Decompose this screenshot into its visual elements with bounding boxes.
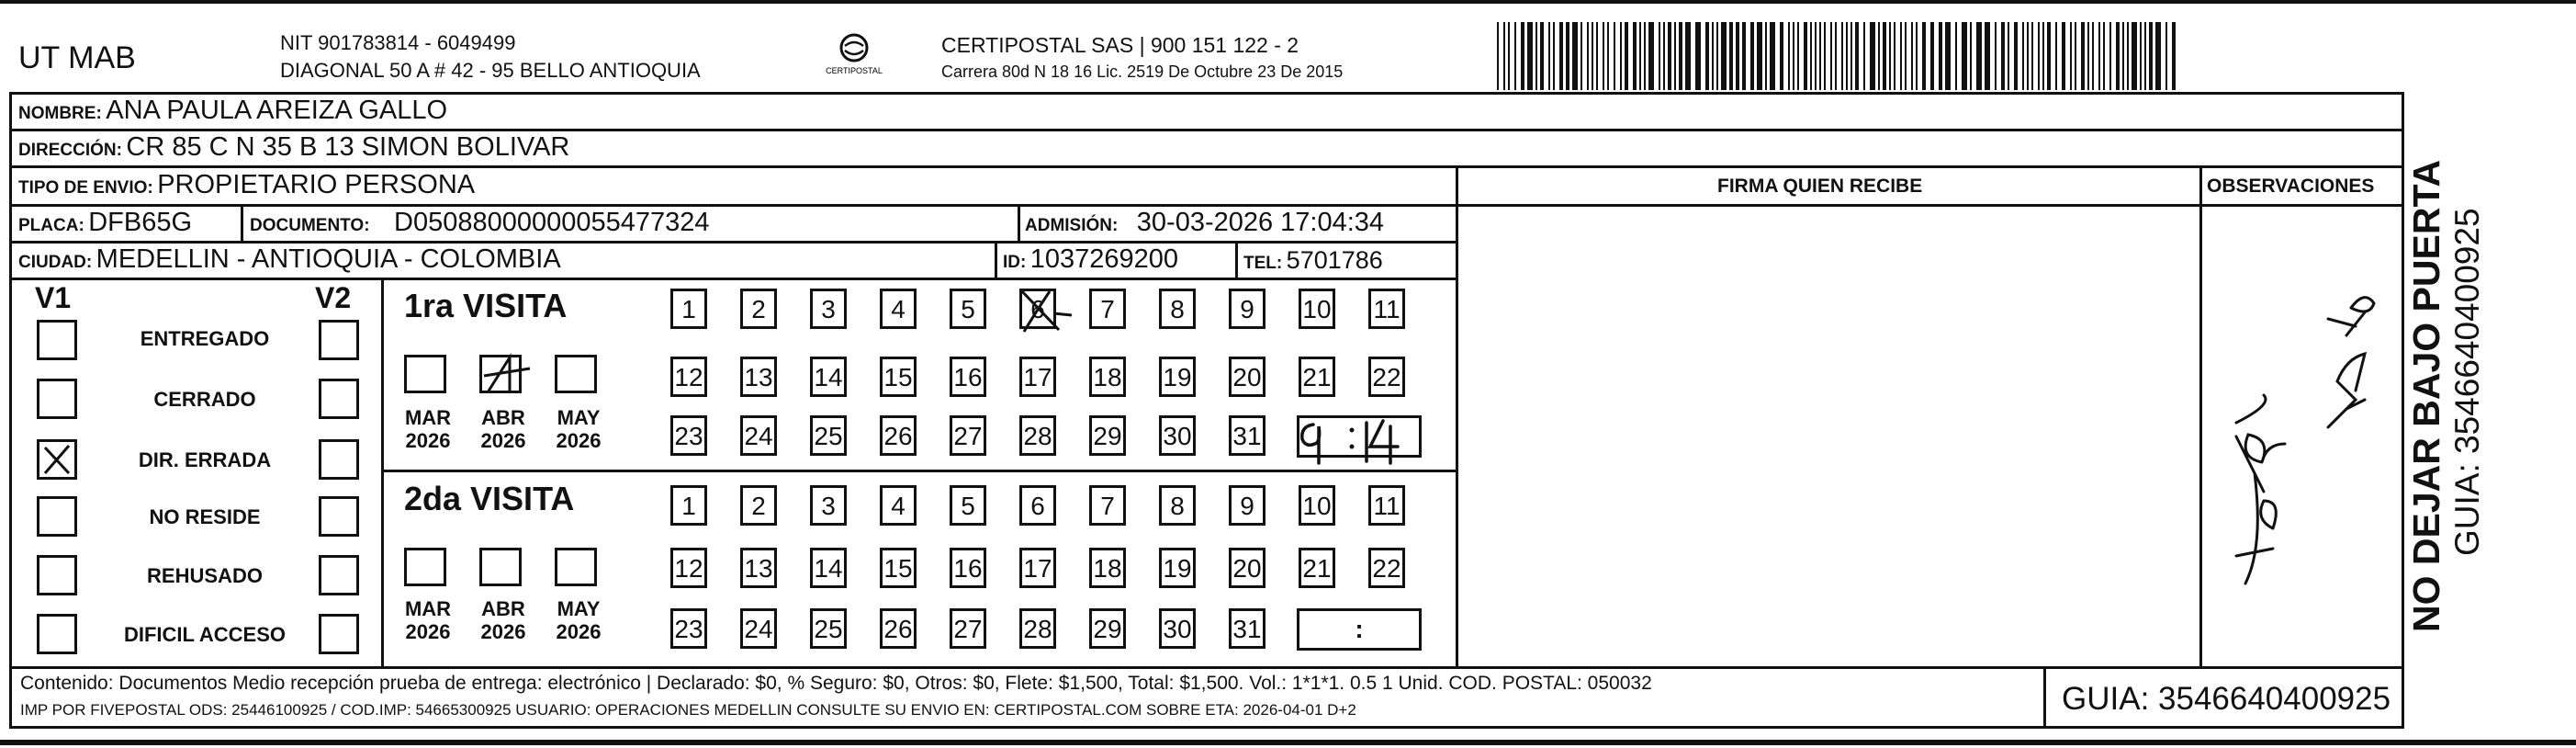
day-checkbox[interactable] (810, 289, 847, 329)
day-number: 14 (814, 363, 843, 391)
admision-row (1025, 210, 1384, 236)
day-checkbox[interactable] (1019, 485, 1056, 526)
month-year: 2026 (480, 429, 526, 452)
documento-label: DOCUMENTO: (250, 216, 370, 235)
day-number: 1 (681, 492, 696, 520)
day-checkbox[interactable] (1089, 357, 1126, 397)
nombre-row (18, 97, 447, 124)
day-number: 15 (883, 363, 913, 391)
day-checkbox[interactable] (810, 357, 847, 397)
day-checkbox[interactable] (670, 357, 707, 397)
day-number: 25 (814, 615, 843, 643)
day-number: 11 (1373, 295, 1400, 323)
day-number: 10 (1302, 492, 1332, 520)
day-checkbox[interactable] (1368, 485, 1405, 526)
day-checkbox[interactable] (1089, 548, 1126, 588)
day-checkbox[interactable] (1089, 289, 1126, 329)
day-checkbox[interactable] (1089, 415, 1126, 456)
ciudad-value: MEDELLIN - ANTIOQUIA - COLOMBIA (96, 244, 561, 274)
day-checkbox[interactable] (880, 289, 917, 329)
day-checkbox[interactable] (880, 485, 917, 526)
direccion-row (18, 134, 569, 161)
day-number: 4 (891, 492, 906, 520)
day-number: 21 (1302, 363, 1332, 391)
direccion-label: DIRECCIÓN: (18, 141, 122, 160)
day-checkbox[interactable] (740, 548, 777, 588)
day-number: 6 (1030, 295, 1045, 323)
day-checkbox[interactable] (670, 415, 707, 456)
day-number: 23 (674, 422, 703, 450)
month-label (400, 597, 456, 643)
day-number: 5 (961, 492, 975, 520)
day-number: 7 (1100, 295, 1115, 323)
documento-value: D05088000000055477324 (394, 208, 710, 237)
day-checkbox[interactable] (740, 357, 777, 397)
v1-checkbox[interactable] (37, 320, 77, 360)
day-number: 17 (1023, 363, 1052, 391)
tel-row (1243, 248, 1383, 273)
v1-checkbox[interactable] (37, 379, 77, 419)
month-label (476, 406, 531, 452)
month-checkbox[interactable] (479, 548, 522, 586)
day-number: 30 (1163, 422, 1192, 450)
tel-value: 5701786 (1286, 246, 1383, 274)
month-name: ABR (481, 406, 525, 429)
month-name: MAY (557, 597, 601, 620)
day-number: 8 (1170, 295, 1185, 323)
day-checkbox[interactable] (1019, 289, 1056, 329)
day-number: 5 (961, 295, 975, 323)
footer-print-info: IMP POR FIVEPOSTAL ODS: 25446100925 / COD.IMP: 54665300925 USUARIO: OPERACIONES MEDELLIN CONSULTE SU ENVIO EN: CERTIPOSTAL.COM SOBRE ETA: 2026-04-01 D+2 (20, 701, 1356, 719)
month-year: 2026 (556, 429, 602, 452)
month-year: 2026 (480, 620, 526, 643)
day-checkbox[interactable] (670, 608, 707, 649)
day-checkbox[interactable] (740, 415, 777, 456)
tipo-value: PROPIETARIO PERSONA (157, 170, 476, 199)
ciudad-label: CIUDAD: (18, 253, 93, 272)
v1-label: V1 (35, 281, 72, 314)
v2-label: V2 (315, 281, 352, 314)
day-number: 22 (1372, 554, 1401, 583)
day-checkbox[interactable] (1089, 485, 1126, 526)
day-checkbox[interactable] (950, 357, 986, 397)
tipo-label: TIPO DE ENVIO: (18, 178, 153, 198)
status-label: NO RESIDE (149, 505, 261, 528)
nit-number: NIT 901783814 - 6049499 (280, 31, 516, 54)
day-number: 11 (1373, 492, 1400, 520)
month-checkbox[interactable] (479, 355, 522, 393)
day-number: 19 (1163, 554, 1192, 583)
day-number: 15 (883, 554, 913, 583)
day-checkbox[interactable] (670, 289, 707, 329)
warning-vertical: NO DEJAR BAJO PUERTA (2405, 159, 2447, 632)
day-checkbox[interactable] (1019, 357, 1056, 397)
day-number: 26 (883, 422, 913, 450)
day-number: 7 (1100, 492, 1115, 520)
day-number: 2 (751, 295, 766, 323)
day-checkbox[interactable] (1229, 548, 1266, 588)
placa-value: DFB65G (88, 208, 193, 237)
day-checkbox[interactable] (1159, 608, 1196, 649)
month-checkbox[interactable] (404, 548, 446, 586)
day-number: 25 (814, 422, 843, 450)
day-checkbox[interactable] (1159, 415, 1196, 456)
status-label: DIR. ERRADA (138, 448, 272, 471)
day-checkbox[interactable] (1229, 608, 1266, 649)
nombre-label: NOMBRE: (18, 104, 102, 123)
logo-text: CERTIPOSTAL (826, 66, 883, 75)
day-checkbox[interactable] (1368, 289, 1405, 329)
day-checkbox[interactable] (810, 548, 847, 588)
day-number: 12 (674, 363, 703, 391)
day-checkbox[interactable] (1159, 289, 1196, 329)
v1-checkbox[interactable] (37, 555, 77, 595)
day-number: 13 (744, 363, 773, 391)
day-number: 17 (1023, 554, 1052, 583)
nombre-value: ANA PAULA AREIZA GALLO (106, 96, 448, 125)
day-number: 13 (744, 554, 773, 583)
month-year: 2026 (405, 429, 451, 452)
day-number: 9 (1240, 492, 1254, 520)
day-number: 27 (953, 615, 983, 643)
v2-checkbox[interactable] (319, 496, 359, 537)
tipo-row (18, 172, 475, 198)
day-checkbox[interactable] (1229, 357, 1266, 397)
day-number: 1 (681, 295, 696, 323)
status-label: REHUSADO (147, 564, 263, 587)
certipostal-license: Carrera 80d N 18 16 Lic. 2519 De Octubre 23 De 2015 (941, 62, 1344, 81)
day-checkbox[interactable] (880, 608, 917, 649)
day-checkbox[interactable] (1019, 415, 1056, 456)
day-number: 3 (821, 295, 836, 323)
day-number: 18 (1093, 363, 1122, 391)
day-number: 24 (744, 422, 773, 450)
direccion-value: CR 85 C N 35 B 13 SIMON BOLIVAR (126, 132, 570, 162)
placa-label: PLACA: (18, 216, 84, 235)
month-name: MAY (557, 406, 601, 429)
day-checkbox[interactable] (950, 548, 986, 588)
day-number: 16 (953, 554, 983, 583)
day-number: 26 (883, 615, 913, 643)
day-checkbox[interactable] (950, 289, 986, 329)
day-number: 30 (1163, 615, 1192, 643)
day-number: 24 (744, 615, 773, 643)
company-name: UT MAB (18, 40, 136, 75)
v1-checkbox[interactable] (37, 496, 77, 537)
admision-value: 30-03-2026 17:04:34 (1136, 208, 1385, 237)
day-checkbox[interactable] (1299, 357, 1335, 397)
month-label (551, 406, 606, 452)
day-checkbox[interactable] (1368, 548, 1405, 588)
observaciones-header: OBSERVACIONES (2207, 176, 2375, 197)
day-checkbox[interactable] (1368, 357, 1405, 397)
month-name: MAR (404, 597, 452, 620)
day-checkbox[interactable] (810, 485, 847, 526)
v1-checkbox[interactable] (37, 439, 77, 480)
documento-row (250, 210, 710, 236)
month-label (476, 597, 531, 643)
day-number: 20 (1232, 363, 1262, 391)
status-label: DIFICIL ACCESO (123, 623, 286, 646)
first-visit-title: 1ra VISITA (404, 287, 568, 324)
day-number: 21 (1302, 554, 1332, 583)
day-number: 3 (821, 492, 836, 520)
v2-checkbox[interactable] (319, 555, 359, 595)
day-checkbox[interactable] (1229, 485, 1266, 526)
day-number: 23 (674, 615, 703, 643)
id-value: 1037269200 (1029, 244, 1179, 274)
month-name: ABR (481, 597, 525, 620)
tel-label: TEL: (1243, 254, 1283, 273)
day-checkbox[interactable] (1089, 608, 1126, 649)
certipostal-logo (813, 31, 895, 79)
month-name: MAR (404, 406, 452, 429)
day-checkbox[interactable] (1019, 548, 1056, 588)
day-checkbox[interactable] (740, 485, 777, 526)
v2-checkbox[interactable] (319, 614, 359, 654)
month-checkbox[interactable] (404, 355, 446, 393)
company-address: DIAGONAL 50 A # 42 - 95 BELLO ANTIOQUIA (280, 59, 701, 82)
day-number: 18 (1093, 554, 1122, 583)
status-label: CERRADO (153, 388, 256, 411)
day-number: 19 (1163, 363, 1192, 391)
day-checkbox[interactable] (810, 608, 847, 649)
day-checkbox[interactable] (1019, 608, 1056, 649)
month-label (551, 597, 606, 643)
day-checkbox[interactable] (1229, 415, 1266, 456)
day-number: 22 (1372, 363, 1401, 391)
day-number: 29 (1093, 615, 1122, 643)
month-year: 2026 (405, 620, 451, 643)
certipostal-title: CERTIPOSTAL SAS | 900 151 122 - 2 (941, 33, 1299, 57)
v2-checkbox[interactable] (319, 379, 359, 419)
day-number: 9 (1240, 295, 1254, 323)
day-checkbox[interactable] (810, 415, 847, 456)
time-colon: : (1355, 615, 1364, 643)
day-checkbox[interactable] (950, 415, 986, 456)
day-number: 4 (891, 295, 906, 323)
day-checkbox[interactable] (1159, 485, 1196, 526)
day-checkbox[interactable] (1159, 548, 1196, 588)
day-checkbox[interactable] (950, 608, 986, 649)
day-checkbox[interactable] (670, 485, 707, 526)
day-number: 14 (814, 554, 843, 583)
handwritten-time (1293, 404, 1431, 473)
v2-checkbox[interactable] (319, 320, 359, 360)
barcode (1497, 22, 2181, 90)
day-number: 28 (1023, 615, 1052, 643)
month-label (400, 406, 456, 452)
status-label: ENTREGADO (140, 327, 270, 350)
second-visit-time-box[interactable] (1297, 608, 1422, 651)
day-number: 6 (1030, 492, 1045, 520)
footer-guia: GUIA: 3546640400925 (2062, 681, 2391, 717)
day-number: 2 (751, 492, 766, 520)
firma-header: FIRMA QUIEN RECIBE (1717, 176, 1923, 197)
placa-row (18, 210, 192, 236)
month-checkbox[interactable] (555, 355, 597, 393)
day-checkbox[interactable] (1299, 289, 1335, 329)
day-checkbox[interactable] (1159, 357, 1196, 397)
day-checkbox[interactable] (740, 608, 777, 649)
month-year: 2026 (556, 620, 602, 643)
day-number: 10 (1302, 295, 1332, 323)
day-checkbox[interactable] (1299, 485, 1335, 526)
guia-vertical: GUIA: 3546640400925 (2448, 208, 2486, 556)
footer-contents: Contenido: Documentos Medio recepción prueba de entrega: electrónico | Declarado: $0, % Seguro: $0, Otros: $0, Flete: $1,500, Total: $1,500. Vol.: 1*1*1. 0.5 1 Unid. COD. POSTAL: 050032 (20, 673, 1652, 694)
day-checkbox[interactable] (1229, 289, 1266, 329)
day-checkbox[interactable] (950, 485, 986, 526)
day-number: 28 (1023, 422, 1052, 450)
day-number: 27 (953, 422, 983, 450)
day-number: 29 (1093, 422, 1122, 450)
day-number: 8 (1170, 492, 1185, 520)
day-number: 12 (674, 554, 703, 583)
day-checkbox[interactable] (740, 289, 777, 329)
month-checkbox[interactable] (555, 548, 597, 586)
id-label: ID: (1003, 253, 1027, 272)
id-row (1003, 246, 1178, 273)
day-number: 31 (1232, 422, 1262, 450)
second-visit-title: 2da VISITA (404, 480, 575, 517)
v2-checkbox[interactable] (319, 439, 359, 480)
day-checkbox[interactable] (880, 415, 917, 456)
day-number: 31 (1232, 615, 1262, 643)
admision-label: ADMISIÓN: (1025, 216, 1119, 235)
day-checkbox[interactable] (1299, 548, 1335, 588)
v1-checkbox[interactable] (37, 614, 77, 654)
handwritten-observation (2209, 280, 2392, 634)
day-number: 20 (1232, 554, 1262, 583)
day-checkbox[interactable] (880, 357, 917, 397)
day-number: 16 (953, 363, 983, 391)
ciudad-row (18, 246, 561, 273)
day-checkbox[interactable] (880, 548, 917, 588)
day-checkbox[interactable] (670, 548, 707, 588)
